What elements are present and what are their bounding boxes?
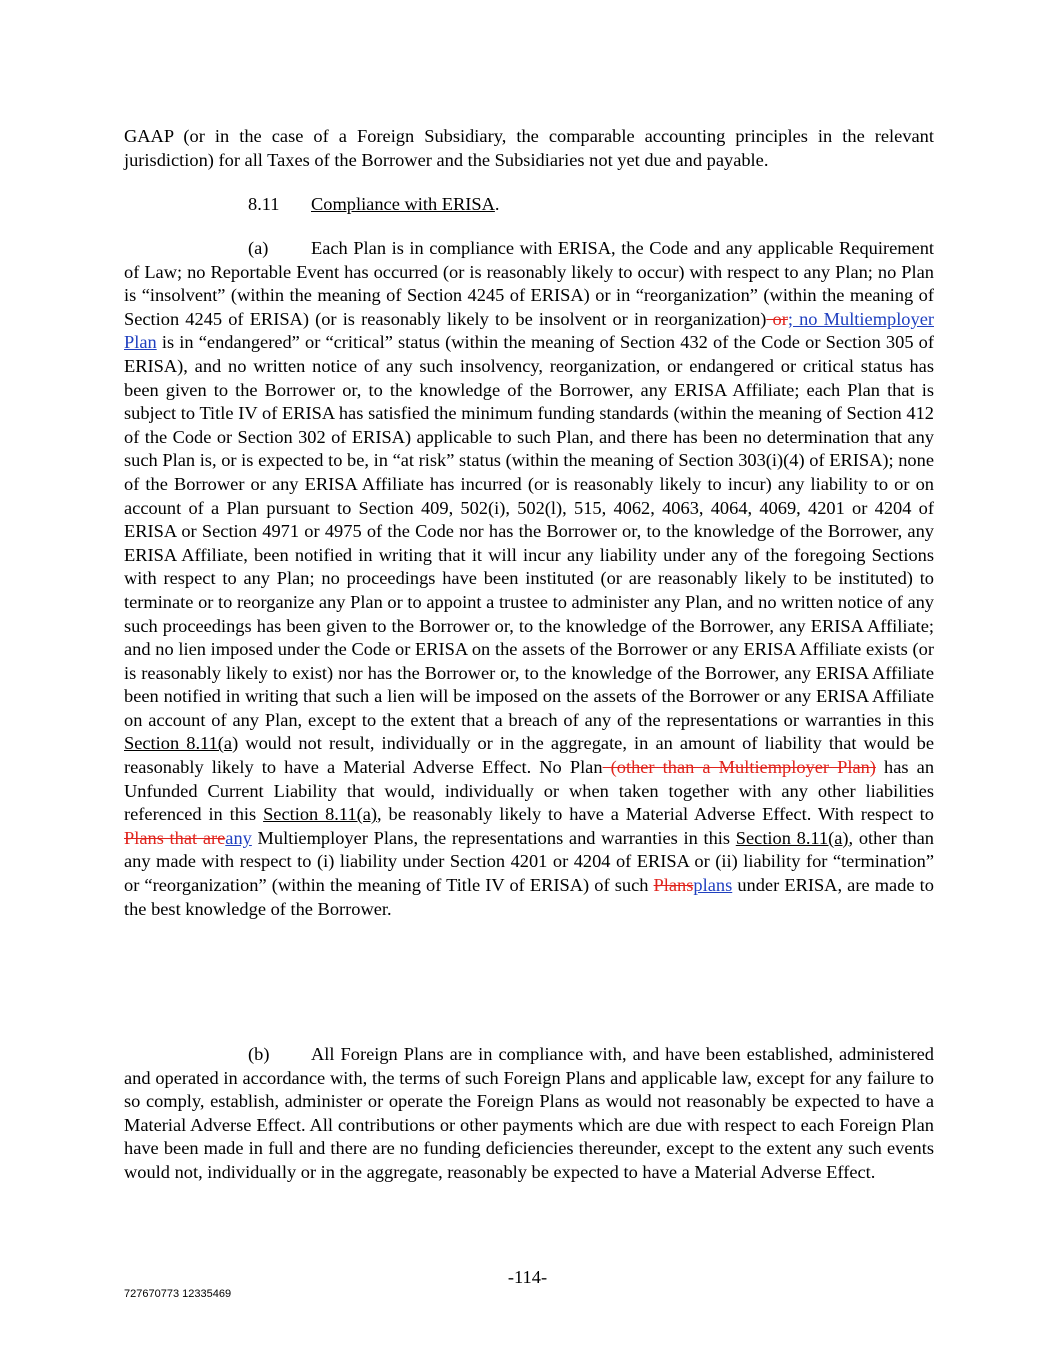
paragraph-a bbox=[124, 237, 934, 921]
section-reference-8-11-a: Section 8.11( bbox=[124, 733, 224, 754]
paragraph-a-text-8: under ERISA, are made to the best knowledge of the Borrower. bbox=[124, 875, 934, 919]
document-id: 727670773 12335469 bbox=[124, 1288, 232, 1300]
paragraph-a-text-4: has an Unfunded Current Liability that would, individually or when taken together with any other liabilities referenced in this bbox=[124, 757, 935, 825]
section-number: 8.11 bbox=[248, 194, 280, 214]
section-heading bbox=[248, 193, 500, 217]
insertion-no-multiemployer-plan: ; no Multiemployer Plan bbox=[124, 308, 934, 353]
section-title: Compliance with ERISA bbox=[311, 194, 495, 214]
paragraph-b bbox=[124, 1043, 934, 1185]
deletion-plans: Plans bbox=[653, 875, 694, 896]
paragraph-b-label: (b) bbox=[248, 1044, 270, 1064]
paragraph-a-text-6: Multiemployer Plans, the representations and warranties in this bbox=[251, 827, 736, 848]
paragraph-a-text-1: Each Plan is in compliance with ERISA, the Code and any applicable Requirement of Law; no Reportable Event has occurred (or is reasonably likely to occur) with respect to any Plan; no Plan is “insolvent” (within the meaning of Section 4245 of ERISA) or in “reorganization” (within the meaning of Section 4245 of ERISA) (or is reasonably likely to be insolvent or in reorganization) bbox=[124, 238, 934, 329]
paragraph-a-text-7: , other than any made with respect to (i) liability under Section 4201 or 4204 of ERISA or (ii) liability for “termination” or “reorganization” (within the meaning of Title IV of ERISA) of such bbox=[124, 827, 934, 896]
section-title-period: . bbox=[494, 194, 500, 214]
section-reference-8-11-a-third: Section 8.11(a) bbox=[735, 827, 849, 848]
section-reference-8-11-a-letter: a bbox=[223, 733, 233, 754]
deletion-plans-that-are: Plans that are bbox=[124, 827, 226, 848]
paragraph-b-text: All Foreign Plans are in compliance with, and have been established, administered and operated in accordance with, the terms of such Foreign Plans and applicable law, except for any failure to so comply, establish, administer or operate the Foreign Plans as would not reasonably be expected to have a Material Adverse Effect. All contributions or other payments which are due with respect to each Foreign Plan have been made in full and there are no funding deficiencies thereunder, except to the extent any such events would not, individually or in the aggregate, reasonably be expected to have a Material Adverse Effect. bbox=[124, 1044, 934, 1182]
paragraph-a-text-5: , be reasonably likely to have a Material Adverse Effect. With respect to bbox=[377, 804, 934, 825]
paragraph-a-label: (a) bbox=[248, 238, 269, 258]
deletion-other-than-multiemployer: (other than a Multiemployer Plan) bbox=[602, 757, 876, 778]
insertion-any: any bbox=[225, 827, 252, 848]
deletion-or: or bbox=[766, 308, 788, 329]
paragraph-a-text-3: ) would not result, individually or in the aggregate, in an amount of liability that would be reasonably likely to have a Material Adverse Effect. No Plan bbox=[124, 733, 934, 778]
page-number: -114- bbox=[507, 1267, 548, 1287]
paragraph-a-text-2: is in “endangered” or “critical” status (within the meaning of Section 432 of the Code or Section 305 of ERISA), and no written notice of any such insolvency, reorganization, or endangered or critical status has been given to the Borrower or, to the knowledge of the Borrower, any ERISA Affiliate; each Plan that is subject to Title IV of ERISA has satisfied the minimum funding standards (within the meaning of Section 412 of the Code or Section 302 of ERISA) applicable to such Plan, and there has been no determination that any such Plan is, or is expected to be, in “at risk” status (within the meaning of Section 303(i)(4) of ERISA); none of the Borrower or any ERISA Affiliate has incurred (or is reasonably likely to incur) any liability to or on account of a Plan pursuant to Section 409, 502(i), 502(l), 515, 4062, 4063, 4064, 4069, 4201 or 4204 of ERISA or Section 4971 or 4975 of the Code nor has the Borrower or, to the knowledge of the Borrower, any ERISA Affiliate, been notified in writing that it will incur any liability under any of the foregoing Sections with respect to any Plan; no proceedings have been instituted (or are reasonably likely to be instituted) to terminate or to reorganize any Plan or to appoint a trustee to administer any Plan, and no written notice of any such proceedings has been given to the Borrower or, to the knowledge of the Borrower, any ERISA Affiliate; and no lien imposed under the Code or ERISA on the assets of the Borrower or any ERISA Affiliate exists (or is reasonably likely to exist) nor has the Borrower or, to the knowledge of the Borrower, any ERISA Affiliate been notified in writing that such a lien will be imposed on the assets of the Borrower or any ERISA Affiliate on account of any Plan, except to the extent that a breach of any of the representations or warranties in this bbox=[124, 332, 934, 730]
intro-paragraph: GAAP (or in the case of a Foreign Subsidiary, the comparable accounting principles in the relevant jurisdiction) for all Taxes of the Borrower and the Subsidiaries not yet due and payable. bbox=[124, 126, 934, 170]
insertion-plans: plans bbox=[693, 875, 733, 896]
section-reference-8-11-a-second: Section 8.11(a) bbox=[263, 804, 378, 825]
